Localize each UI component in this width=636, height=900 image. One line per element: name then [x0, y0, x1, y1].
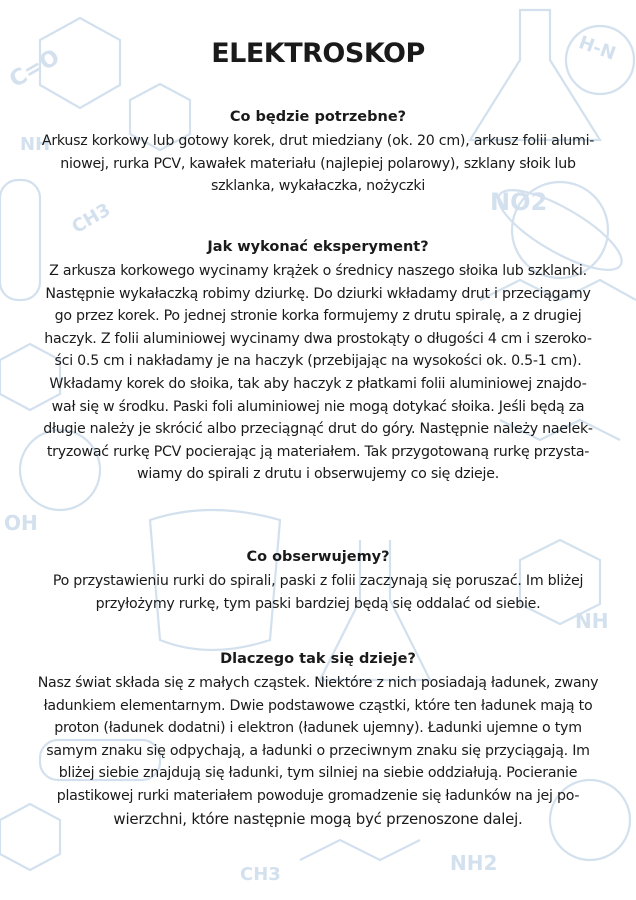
paragraph-line: ładunkiem elementarnym. Dwie podstawowe cząstki, które ten ładunek mają to — [43, 697, 593, 714]
section-heading: Co będzie potrzebne? — [229, 109, 407, 125]
paragraph-line: haczyk. Z folii aluminiowej wycinamy dwa prostokąty o długości 4 cm i szeroko- — [44, 330, 592, 347]
paragraph-line: proton (ładunek dodatni) i elektron (ładunek ujemny). Ładunki ujemne o tym — [54, 720, 582, 737]
paragraph-line: wierzchni, które następnie mogą być przenoszone dalej. — [113, 809, 523, 828]
paragraph-line: szklanka, wykałaczka, nożyczki — [210, 178, 426, 195]
formula-doodle: H-N — [575, 32, 619, 65]
paragraph-line: tryzować rurkę PCV pocierając ją materiałem. Tak przygotowaną rurkę przysta- — [46, 443, 590, 460]
formula-doodle: C=O — [5, 44, 65, 94]
formula-doodle: OH — [4, 511, 38, 535]
section-heading: Dlaczego tak się dzieje? — [220, 651, 416, 667]
section-materials — [18, 106, 618, 198]
formula-doodle: NO2 — [490, 188, 548, 216]
section-heading: Co obserwujemy? — [246, 549, 390, 565]
section-heading: Jak wykonać eksperyment? — [207, 239, 429, 255]
paragraph-line: go przez korek. Po jednej stronie korka formujemy z drutu spiralę, a z drugiej — [54, 308, 582, 325]
paragraph-line: niowej, rurka PCV, kawałek materiału (najlepiej polarowy), szklany słoik lub — [60, 155, 576, 172]
paragraph-line: przyłożymy rurkę, tym paski bardziej będą się oddalać od siebie. — [95, 595, 541, 612]
section-procedure — [18, 236, 618, 486]
formula-doodle: CH3 — [68, 199, 115, 238]
paragraph-line: długie należy je skrócić albo przeciągnąć drut do góry. Następnie należy naelek- — [43, 421, 593, 438]
paragraph-line: Z arkusza korkowego wycinamy krążek o średnicy naszego słoika lub szklanki. — [49, 263, 587, 279]
bond-doodle — [300, 840, 420, 860]
paragraph-line: Nasz świat składa się z małych cząstek. Niektóre z nich posiadają ładunek, zwany — [37, 675, 599, 691]
paragraph-line: bliżej siebie znajdują się ładunki, tym silniej na siebie oddziałują. Pocieranie — [58, 765, 578, 782]
paragraph-line: samym znaku się odpychają, a ładunki o przeciwnym znaku się przyciągają. Im — [46, 742, 590, 759]
paragraph-line: ści 0.5 cm i nakładamy je na haczyk (przebijając na wysokości ok. 0.5-1 cm). — [54, 353, 582, 370]
formula-doodle: NH — [575, 609, 609, 633]
formula-doodle: NH2 — [450, 851, 498, 875]
paragraph-line: wiamy do spirali z drutu i obserwujemy co się dzieje. — [137, 466, 499, 483]
paragraph-line: Arkusz korkowy lub gotowy korek, drut miedziany (ok. 20 cm), arkusz folii alumi- — [41, 133, 595, 149]
paragraph-line: plastikowej rurki materiałem powoduje gromadzenie się ładunków na jej po- — [56, 787, 580, 804]
paragraph-line: wał się w środku. Paski foli aluminiowej nie mogą dotykać słoika. Jeśli będą za — [51, 398, 585, 415]
paragraph-line: Następnie wykałaczką robimy dziurkę. Do dziurki wkładamy drut i przeciągamy — [45, 285, 591, 302]
paragraph-line: Wkładamy korek do słoika, tak aby haczyk z płatkami folii aluminiowej znajdo- — [49, 375, 587, 392]
section-explanation — [18, 648, 618, 830]
formula-doodle: CH3 — [240, 864, 281, 885]
paragraph-line: Po przystawieniu rurki do spirali, paski z folii zaczynają się poruszać. Im bliżej — [52, 573, 584, 589]
formula-doodle: NH — [20, 134, 51, 155]
section-observation — [18, 546, 618, 615]
page-title: ELEKTROSKOP — [211, 38, 425, 69]
